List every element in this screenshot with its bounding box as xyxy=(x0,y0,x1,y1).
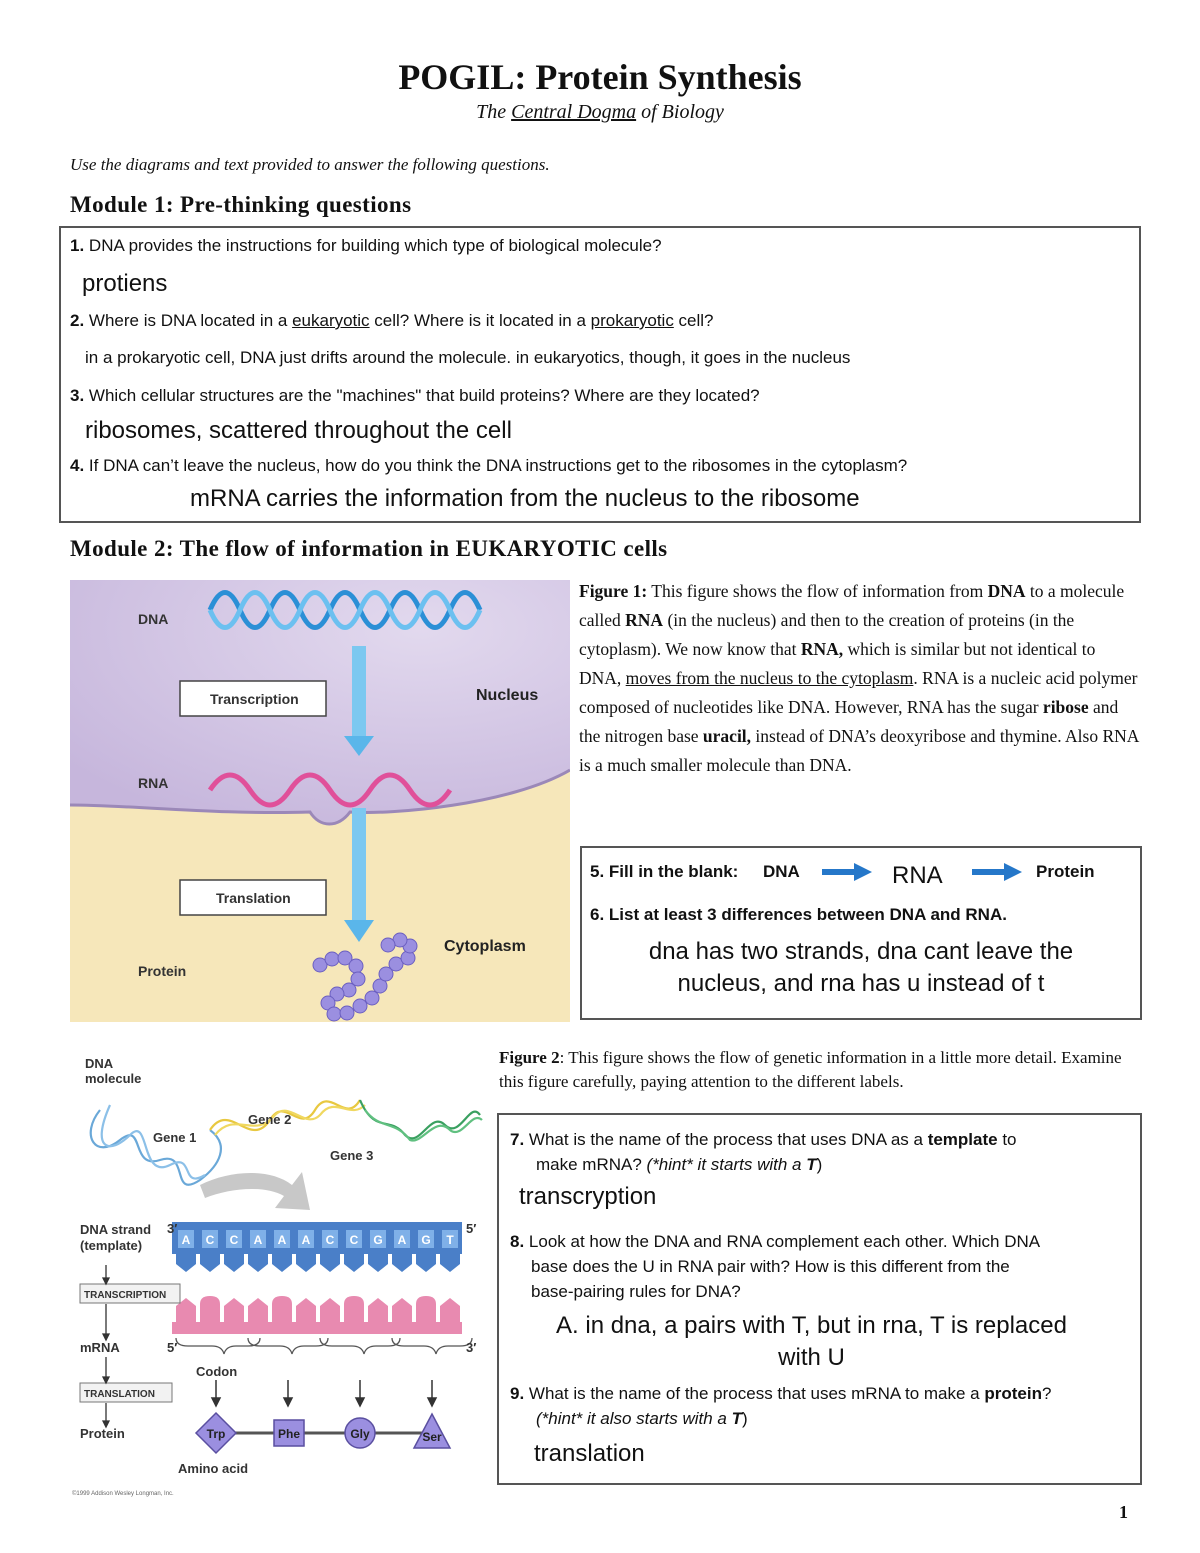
fig2-copyright: ©1999 Addison Wesley Longman, Inc. xyxy=(72,1491,174,1497)
q8-question: 8. Look at how the DNA and RNA complement each other. Which DNA base does the U in RNA pair with? How is this different from the base-pairing rules for DNA? xyxy=(510,1232,1041,1301)
fig2-label-dna-strand-1: DNA strand xyxy=(80,1222,152,1237)
dna-base-tooth xyxy=(320,1254,340,1272)
q6-answer: dna has two strands, dna cant leave the nucleus, and rna has u instead of t xyxy=(648,938,1074,997)
fig1-label-nucleus: Nucleus xyxy=(476,687,539,704)
fig2-label-gene3: Gene 3 xyxy=(330,1148,374,1163)
page-subtitle xyxy=(0,101,1200,124)
rna-base-tooth xyxy=(392,1298,412,1322)
rna-base-tooth xyxy=(272,1296,292,1322)
fig2-label-transcription: TRANSCRIPTION xyxy=(84,1290,167,1301)
q2-question: 2. Where is DNA located in a eukaryotic cell? Where is it located in a prokaryotic cell? xyxy=(70,311,714,330)
fig1-label-rna: RNA xyxy=(138,775,169,791)
q4-question: 4. If DNA can’t leave the nucleus, how do you think the DNA instructions get to the ribosomes in the cytoplasm? xyxy=(70,456,908,475)
dna-base-tooth xyxy=(416,1254,436,1272)
dna-base-letter: C xyxy=(349,1233,359,1247)
figure1-caption: Figure 1: This figure shows the flow of information from DNA to a molecule called RNA (in the nucleus) and then to the creation of proteins (in the cytoplasm). We now know that RNA, which is similar but not identical to DNA, moves from the nucleus to the cytoplasm. RNA is a nucleic acid polymer composed of nucleotides like DNA. However, RNA has the sugar ribose and the nitrogen base uracil, instead of DNA’s deoxyribose and thymine. Also RNA is a much smaller molecule than DNA. xyxy=(579,581,1139,775)
curved-arrow-icon xyxy=(200,1172,310,1210)
dna-base-letter: C xyxy=(325,1233,335,1247)
q5-question: 5. Fill in the blank: xyxy=(590,862,739,881)
dna-base-tooth xyxy=(344,1254,364,1272)
arrow-shaft-2 xyxy=(352,808,366,923)
dna-base-letter: G xyxy=(373,1233,383,1247)
q3-question: 3. Which cellular structures are the "machines" that build proteins? Where are they located? xyxy=(70,386,760,405)
dna-base-tooth xyxy=(272,1254,292,1272)
page-title: POGIL: Protein Synthesis xyxy=(398,57,802,97)
fig2-label-5prime-bottom: 5′ xyxy=(167,1340,178,1355)
module1-box xyxy=(59,226,1141,523)
dna-base-tooth xyxy=(224,1254,244,1272)
dna-base-letter: G xyxy=(421,1233,431,1247)
fig1-label-translation: Translation xyxy=(216,890,291,906)
codon-brackets xyxy=(176,1338,472,1354)
dna-base-letter: A xyxy=(397,1233,407,1247)
right-arrow-icon-2 xyxy=(972,862,1022,882)
rna-base-tooth xyxy=(248,1298,268,1322)
dna-base-tooth xyxy=(368,1254,388,1272)
rna-base-tooth xyxy=(224,1298,244,1322)
figure2-caption: Figure 2: This figure shows the flow of genetic information in a little more detail. Examine this figure carefully, paying attention to the different labels. xyxy=(499,1048,1122,1091)
dna-base-letter: A xyxy=(253,1233,263,1247)
rna-base-tooth xyxy=(416,1296,436,1322)
q6-question: 6. List at least 3 differences between DNA and RNA. xyxy=(590,905,1007,924)
fig2-label-protein: Protein xyxy=(80,1426,125,1441)
dna-base-tooth xyxy=(176,1254,196,1272)
q7-answer: transcryption xyxy=(519,1183,657,1210)
codon-arrows xyxy=(212,1380,436,1406)
rna-base-tooth xyxy=(320,1298,340,1322)
dna-base-letter: C xyxy=(205,1233,215,1247)
amino-phe-label: Phe xyxy=(277,1427,301,1441)
rna-base-tooth xyxy=(344,1296,364,1322)
figure1-diagram xyxy=(70,580,570,1022)
q3-answer: ribosomes, scattered throughout the cell xyxy=(85,417,512,444)
subtitle-pre: The xyxy=(476,101,512,123)
module1-heading: Module 1: Pre-thinking questions xyxy=(70,192,412,217)
dna-base-letter: A xyxy=(301,1233,311,1247)
figure2-diagram xyxy=(70,1040,490,1500)
fig2-label-3prime-bottom: 3′ xyxy=(466,1340,477,1355)
q5-answer: RNA xyxy=(892,862,943,889)
q9-question: 9. What is the name of the process that uses mRNA to make a protein? (*hint* it also starts with a T) xyxy=(510,1384,1052,1428)
dna-base-tooth xyxy=(296,1254,316,1272)
page-number: 1 xyxy=(1119,1502,1128,1522)
fig2-label-3prime-top: 3′ xyxy=(167,1221,178,1236)
module2-heading: Module 2: The flow of information in EUKARYOTIC cells xyxy=(70,536,668,561)
fig2-label-codon: Codon xyxy=(196,1364,238,1379)
subtitle-underlined: Central Dogma xyxy=(511,101,637,123)
q4-answer: mRNA carries the information from the nucleus to the ribosome xyxy=(190,485,860,512)
q9-answer: translation xyxy=(534,1440,645,1467)
fig2-label-gene2: Gene 2 xyxy=(248,1112,292,1127)
q5-dna: DNA xyxy=(763,862,800,881)
fig1-label-transcription: Transcription xyxy=(210,691,299,707)
dna-base-letter: A xyxy=(277,1233,287,1247)
fig2-label-dna-molecule-1: DNA xyxy=(85,1056,114,1071)
dna-base-letter: T xyxy=(446,1233,454,1247)
rna-base-tooth xyxy=(200,1296,220,1322)
dna-base-tooth xyxy=(440,1254,460,1272)
dna-base-letter: C xyxy=(229,1233,239,1247)
fig2-label-5prime-top: 5′ xyxy=(466,1221,477,1236)
fig1-label-protein: Protein xyxy=(138,963,187,979)
dna-base-tooth xyxy=(200,1254,220,1272)
right-arrow-icon xyxy=(822,862,872,882)
instructions: Use the diagrams and text provided to answer the following questions. xyxy=(70,155,550,174)
amino-gly-label: Gly xyxy=(350,1427,370,1441)
fig1-label-dna: DNA xyxy=(138,611,169,627)
fig2-label-amino-acid: Amino acid xyxy=(178,1461,249,1476)
amino-ser-label: Ser xyxy=(422,1430,442,1444)
fig2-label-mrna: mRNA xyxy=(80,1340,120,1355)
fig1-label-cytoplasm: Cytoplasm xyxy=(444,938,526,955)
dna-base-tooth xyxy=(248,1254,268,1272)
fig2-label-gene1: Gene 1 xyxy=(153,1130,197,1145)
rna-base-tooth xyxy=(440,1298,460,1322)
rna-base-tooth xyxy=(368,1298,388,1322)
subtitle-post: of Biology xyxy=(636,101,724,123)
rna-base-tooth xyxy=(296,1298,316,1322)
q1-answer: protiens xyxy=(82,270,168,297)
amino-trp-label: Trp xyxy=(206,1427,226,1441)
q5-protein: Protein xyxy=(1036,862,1095,881)
fig2-label-dna-strand-2: (template) xyxy=(80,1238,143,1253)
q8-answer: A. in dna, a pairs with T, but in rna, T is replaced with U xyxy=(556,1312,1067,1371)
dna-base-letter: A xyxy=(181,1233,191,1247)
q1-question: 1. DNA provides the instructions for building which type of biological molecule? xyxy=(70,236,662,255)
dna-base-tooth xyxy=(392,1254,412,1272)
arrow-shaft-1 xyxy=(352,646,366,738)
q7-question: 7. What is the name of the process that uses DNA as a template to make mRNA? (*hint* it starts with a T) xyxy=(510,1130,1017,1174)
fig2-label-dna-molecule-2: molecule xyxy=(85,1071,142,1086)
fig2-label-translation: TRANSLATION xyxy=(84,1389,155,1400)
q2-answer: in a prokaryotic cell, DNA just drifts around the molecule. in eukaryotics, though, it goes in the nucleus xyxy=(85,348,851,367)
